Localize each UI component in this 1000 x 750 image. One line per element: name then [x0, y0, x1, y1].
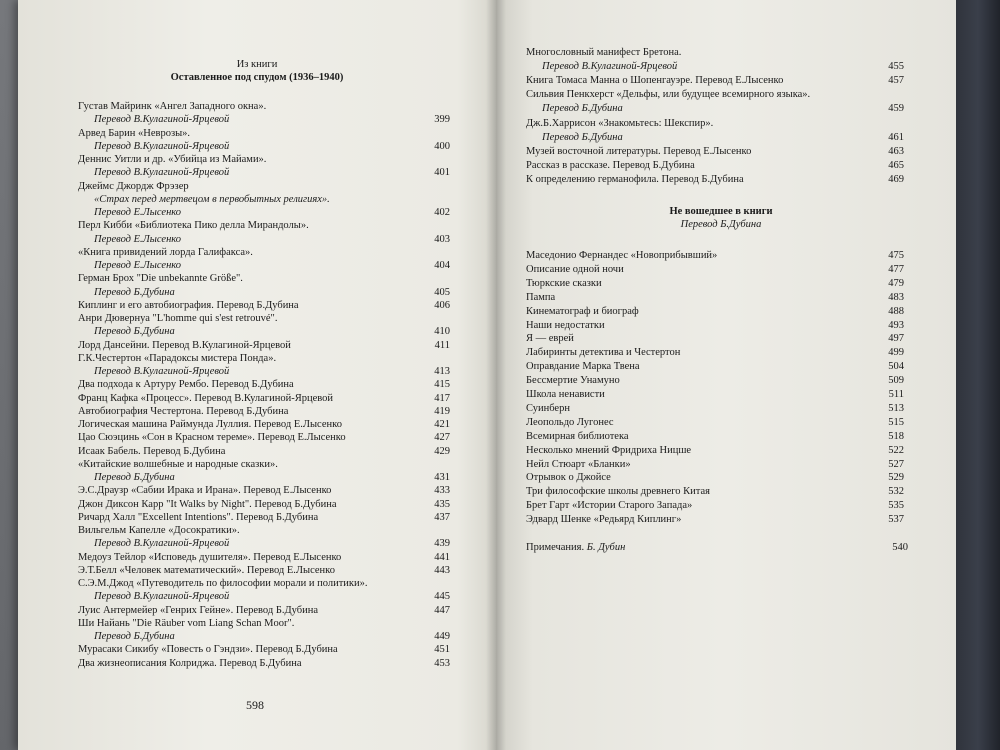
toc-entry: [526, 332, 904, 345]
toc-entry-title: Перевод В.Кулагиной-Ярцевой: [94, 167, 230, 179]
toc-entry: [94, 113, 450, 126]
toc-entry-title: Перевод В.Кулагиной-Ярцевой: [94, 591, 230, 603]
right-page: [496, 0, 956, 750]
toc-entry-title: Перевод Б.Дубина: [94, 631, 175, 642]
toc-entry-title: Отрывок о Джойсе: [526, 472, 611, 484]
toc-entry: [94, 286, 450, 299]
toc-entry-title: Маседонио Фернандес «Новоприбывший»: [526, 250, 718, 261]
toc-entry-title: Рассказ в рассказе. Перевод Б.Дубина: [526, 159, 695, 171]
toc-entry-page: 497: [888, 333, 904, 345]
toc-entry-title: Ши Найань "Die Räuber vom Liang Schan Moor".: [78, 617, 295, 629]
toc-entry-title: Перевод Е.Лысенко: [94, 207, 182, 218]
book-gutter-shadow: [486, 0, 506, 750]
left-header-line2: Оставленное под спудом (1936–1940): [170, 72, 344, 83]
toc-entry-title: «Страх перед мертвецом в первобытных религиях».: [94, 193, 330, 205]
right-header-line1: Не вошедшее в книги: [669, 206, 773, 217]
notes-author: Б. Дубин: [586, 542, 626, 553]
toc-entry-title: Я — еврей: [526, 333, 574, 345]
toc-entry-title: Лорд Дансейни. Перевод В.Кулагиной-Ярцевой: [78, 339, 291, 351]
toc-entry: [94, 365, 450, 378]
toc-entry-page: 493: [888, 319, 904, 331]
toc-entry-title: Арвед Барин «Неврозы».: [78, 127, 191, 139]
toc-entry-title: Вильгельм Капелле «Досократики».: [78, 525, 240, 536]
toc-entry: [78, 564, 450, 577]
toc-entry: [94, 325, 450, 338]
toc-entry-page: 421: [434, 419, 450, 430]
toc-entry-page: 427: [434, 432, 450, 444]
toc-entry: [526, 74, 904, 87]
toc-entry: [94, 537, 450, 550]
toc-entry: [526, 485, 904, 498]
toc-entry-title: Перевод Б.Дубина: [542, 103, 623, 115]
toc-entry-title: Медоуз Тейлор «Исповедь душителя». Перевод Е.Лысенко: [78, 551, 342, 563]
toc-entry: [78, 100, 450, 113]
toc-entry-title: «Книга привидений лорда Галифакса».: [78, 246, 253, 258]
toc-entry-title: Мурасаки Сикибу «Повесть о Гэндзи». Перевод Б.Дубина: [78, 644, 338, 656]
toc-entry-title: Перевод Б.Дубина: [94, 286, 175, 298]
toc-entry: [94, 630, 450, 643]
toc-entry-title: Наши недостатки: [526, 319, 605, 331]
toc-entry-title: Книга Томаса Манна о Шопенгауэре. Перевод Е.Лысенко: [526, 75, 784, 87]
toc-entry-title: Тюркские сказки: [526, 277, 602, 289]
toc-entry-page: 511: [888, 389, 904, 400]
toc-entry-page: 459: [888, 103, 904, 115]
toc-entry: [78, 352, 450, 365]
toc-entry-page: 475: [888, 250, 904, 261]
toc-entry: [94, 140, 450, 153]
toc-entry-page: 509: [888, 375, 904, 387]
toc-entry-page: 400: [434, 140, 450, 152]
toc-entry: [542, 60, 904, 73]
toc-entry: [78, 431, 450, 444]
toc-entry-title: Несколько мнений Фридриха Ницше: [526, 444, 692, 456]
toc-entry: [78, 127, 450, 140]
toc-entry-page: 405: [434, 286, 450, 298]
toc-entry-page: 410: [434, 326, 450, 338]
toc-entry-page: 439: [434, 538, 450, 550]
toc-entry: [78, 657, 450, 670]
toc-entry-title: Перевод В.Кулагиной-Ярцевой: [94, 366, 230, 377]
toc-entry-title: Музей восточной литературы. Перевод Е.Лысенко: [526, 145, 752, 157]
toc-entry: [78, 604, 450, 617]
toc-entry-title: Джон Диксон Карр "It Walks by Night". Перевод Б.Дубина: [78, 498, 337, 510]
toc-entry: [78, 484, 450, 497]
toc-entry: [526, 249, 904, 262]
toc-entry: [526, 305, 904, 318]
notes-label: Примечания.: [526, 542, 585, 553]
toc-entry-title: Многословный манифест Бретона.: [526, 47, 682, 58]
toc-entry: [78, 617, 450, 630]
toc-entry-page: 447: [434, 604, 450, 616]
toc-entry-title: Сильвия Пенкхерст «Дельфы, или будущее всемирного языка».: [526, 89, 811, 101]
toc-entry: [526, 346, 904, 359]
toc-entry-title: Луис Антермейер «Генрих Гейне». Перевод Б.Дубина: [78, 604, 319, 616]
toc-entry-title: Герман Брох "Die unbekannte Größe".: [78, 273, 243, 285]
toc-entry-title: Перевод В.Кулагиной-Ярцевой: [94, 538, 230, 550]
toc-entry-page: 403: [434, 233, 450, 245]
toc-entry-title: Леопольдо Лугонес: [526, 416, 614, 428]
toc-entry-title: Франц Кафка «Процесс». Перевод В.Кулагиной-Ярцевой: [78, 392, 334, 404]
toc-entry-page: 529: [888, 472, 904, 484]
toc-entry-title: Два подхода к Артуру Рембо. Перевод Б.Дубина: [78, 379, 294, 391]
toc-entry: [526, 263, 904, 276]
toc-entry-page: 411: [434, 339, 450, 351]
toc-entry-page: 443: [434, 564, 450, 576]
toc-entry-title: Школа ненависти: [526, 389, 605, 400]
toc-entry-title: Дж.Б.Харрисон «Знакомьтесь: Шекспир».: [526, 117, 714, 129]
toc-entry-page: 535: [888, 500, 904, 512]
toc-entry-title: Густав Майринк «Ангел Западного окна».: [78, 101, 267, 112]
toc-entry: [78, 272, 450, 285]
toc-entry-title: Два жизнеописания Колриджа. Перевод Б.Дубина: [78, 657, 302, 669]
left-header-line1: Из книги: [236, 59, 278, 70]
toc-entry-page: 419: [434, 405, 450, 417]
toc-entry-title: Описание одной ночи: [526, 263, 624, 275]
toc-entry-page: 402: [434, 207, 450, 218]
toc-entry-title: Эдвард Шенке «Редьярд Киплинг»: [526, 514, 682, 526]
toc-entry-title: Пампа: [526, 291, 556, 303]
toc-entry: [526, 499, 904, 512]
toc-entry: [78, 418, 450, 431]
toc-entry: [78, 392, 450, 405]
toc-entry-page: 435: [434, 498, 450, 510]
toc-entry: [526, 159, 904, 172]
toc-entry: [526, 88, 904, 101]
toc-entry: [526, 388, 904, 401]
toc-entry: [78, 299, 450, 312]
toc-entry-page: 406: [434, 299, 450, 311]
toc-entry-page: 455: [888, 61, 904, 73]
toc-entry-page: 479: [888, 277, 904, 289]
toc-entry-page: 515: [888, 416, 904, 428]
right-section-header: [526, 205, 916, 231]
toc-entry: [94, 259, 450, 272]
toc-entry: [526, 471, 904, 484]
toc-entry-title: С.Э.М.Джод «Путеводитель по философии морали и политики».: [78, 578, 368, 589]
toc-entry-page: 453: [434, 657, 450, 669]
toc-entry: [78, 445, 450, 458]
toc-entry-title: Ричард Халл "Excellent Intentions". Перевод Б.Дубина: [78, 511, 319, 523]
toc-entry: [78, 339, 450, 352]
toc-entry-page: 483: [888, 291, 904, 303]
toc-entry: [526, 416, 904, 429]
toc-entry-title: Оправдание Марка Твена: [526, 361, 640, 373]
toc-entry: [526, 513, 904, 526]
notes-entry: [526, 541, 908, 554]
toc-entry-page: 433: [434, 485, 450, 497]
toc-entry-page: 522: [888, 444, 904, 456]
toc-entry: [542, 131, 904, 144]
toc-entry: [94, 233, 450, 246]
toc-entry-page: 513: [888, 402, 904, 414]
toc-entry: [78, 577, 450, 590]
toc-entry-title: Джеймс Джордж Фрэзер: [78, 180, 189, 192]
toc-entry-page: 537: [888, 514, 904, 526]
toc-entry-title: Перевод Б.Дубина: [94, 472, 175, 483]
toc-entry: [526, 277, 904, 290]
toc-entry-title: Бессмертие Унамуно: [526, 375, 620, 387]
toc-entry-page: 518: [888, 430, 904, 442]
toc-entry-title: «Китайские волшебные и народные сказки».: [78, 458, 278, 470]
toc-entry-page: 504: [888, 361, 904, 373]
toc-entry-page: 477: [888, 263, 904, 275]
toc-entry-title: Перл Кибби «Библиотека Пико делла Мирандолы».: [78, 220, 309, 232]
toc-entry-page: 457: [888, 75, 904, 87]
toc-entry-page: 404: [434, 260, 450, 271]
toc-entry-title: Перевод В.Кулагиной-Ярцевой: [94, 114, 230, 126]
toc-entry-page: 463: [888, 145, 904, 157]
left-section-header: [18, 58, 496, 84]
toc-entry-title: Кинематограф и биограф: [526, 305, 639, 317]
toc-entry-title: Э.С.Драузр «Сабии Ирака и Ирана». Перевод Е.Лысенко: [78, 485, 332, 497]
toc-entry-page: 437: [434, 511, 450, 523]
toc-entry-page: 465: [888, 159, 904, 171]
toc-entry-page: 499: [888, 347, 904, 359]
toc-entry-title: Всемирная библиотека: [526, 430, 629, 442]
toc-entry-title: Три философские школы древнего Китая: [526, 486, 710, 498]
toc-entry: [78, 378, 450, 391]
toc-entry-page: 441: [434, 551, 450, 563]
toc-entry: [526, 374, 904, 387]
toc-entry-title: Перевод Б.Дубина: [94, 326, 175, 338]
toc-entry: [78, 551, 450, 564]
right-header-line2: Перевод Б.Дубина: [680, 219, 762, 230]
toc-entry-title: Суинберн: [526, 402, 570, 414]
toc-entry: [94, 590, 450, 603]
toc-entry: [526, 173, 904, 186]
toc-entry: [78, 180, 450, 193]
toc-entry-title: Перевод Б.Дубина: [542, 131, 623, 143]
toc-entry: [526, 291, 904, 304]
toc-entry-title: Перевод В.Кулагиной-Ярцевой: [94, 140, 230, 152]
toc-entry-title: Исаак Бабель. Перевод Б.Дубина: [78, 445, 226, 457]
toc-entry: [526, 444, 904, 457]
toc-entry-title: Цао Сюэцинь «Сон в Красном тереме». Перевод Е.Лысенко: [78, 432, 346, 444]
toc-entry-title: Лабиринты детектива и Честертон: [526, 347, 681, 359]
toc-entry: [78, 219, 450, 232]
toc-entry-title: Перевод Е.Лысенко: [94, 233, 182, 245]
toc-entry: [78, 246, 450, 259]
toc-entry-title: Автобиография Честертона. Перевод Б.Дубина: [78, 405, 289, 417]
toc-entry-title: Брет Гарт «Истории Старого Запада»: [526, 500, 693, 512]
toc-entry-page: 429: [434, 445, 450, 457]
toc-entry: [78, 498, 450, 511]
toc-entry: [542, 102, 904, 115]
toc-entry-page: 445: [434, 591, 450, 603]
toc-entry-title: К определению германофила. Перевод Б.Дубина: [526, 173, 744, 185]
toc-entry-title: Перевод В.Кулагиной-Ярцевой: [542, 61, 678, 73]
notes-page: 540: [892, 542, 908, 553]
toc-entry-page: 413: [434, 366, 450, 377]
toc-entry: [526, 46, 904, 59]
toc-entry: [78, 405, 450, 418]
toc-entry: [78, 511, 450, 524]
toc-entry-title: Деннис Уитли и др. «Убийца из Майами».: [78, 154, 267, 165]
toc-entry-page: 461: [888, 131, 904, 143]
toc-entry: [94, 471, 450, 484]
toc-entry-title: Перевод Е.Лысенко: [94, 260, 182, 271]
toc-entry-page: 401: [434, 167, 450, 179]
toc-entry-page: 532: [888, 486, 904, 498]
toc-entry: [526, 430, 904, 443]
toc-entry: [526, 145, 904, 158]
toc-entry: [526, 117, 904, 130]
toc-entry-title: Анри Дювернуа "L'homme qui s'est retrouvé".: [78, 313, 278, 324]
toc-entry: [78, 458, 450, 471]
toc-entry: [526, 402, 904, 415]
toc-entry-page: 527: [888, 458, 904, 470]
toc-entry: [526, 360, 904, 373]
toc-entry: [78, 643, 450, 656]
left-page: [18, 0, 496, 750]
toc-entry-title: Э.Т.Белл «Человек математический». Перевод Е.Лысенко: [78, 564, 335, 576]
toc-entry-page: 488: [888, 305, 904, 317]
toc-entry: [78, 153, 450, 166]
toc-entry-title: Нейл Стюарт «Бланки»: [526, 458, 631, 470]
toc-entry-page: 469: [888, 173, 904, 185]
toc-entry-title: Г.К.Честертон «Парадоксы мистера Понда».: [78, 352, 277, 364]
toc-entry-page: 431: [434, 472, 450, 483]
toc-entry-title: Логическая машина Раймунда Луллия. Перевод Е.Лысенко: [78, 419, 342, 430]
toc-entry-page: 449: [434, 631, 450, 642]
toc-entry: [94, 206, 450, 219]
toc-entry-page: 399: [434, 114, 450, 126]
toc-entry-title: Киплинг и его автобиография. Перевод Б.Дубина: [78, 299, 299, 311]
toc-entry: [526, 458, 904, 471]
toc-entry: [526, 319, 904, 332]
toc-entry: [94, 193, 450, 206]
toc-entry: [78, 524, 450, 537]
toc-entry: [78, 312, 450, 325]
toc-entry-page: 415: [434, 379, 450, 391]
toc-entry: [94, 166, 450, 179]
left-page-number: 598: [246, 698, 264, 712]
toc-entry-page: 451: [434, 644, 450, 656]
toc-entry-page: 417: [434, 392, 450, 404]
